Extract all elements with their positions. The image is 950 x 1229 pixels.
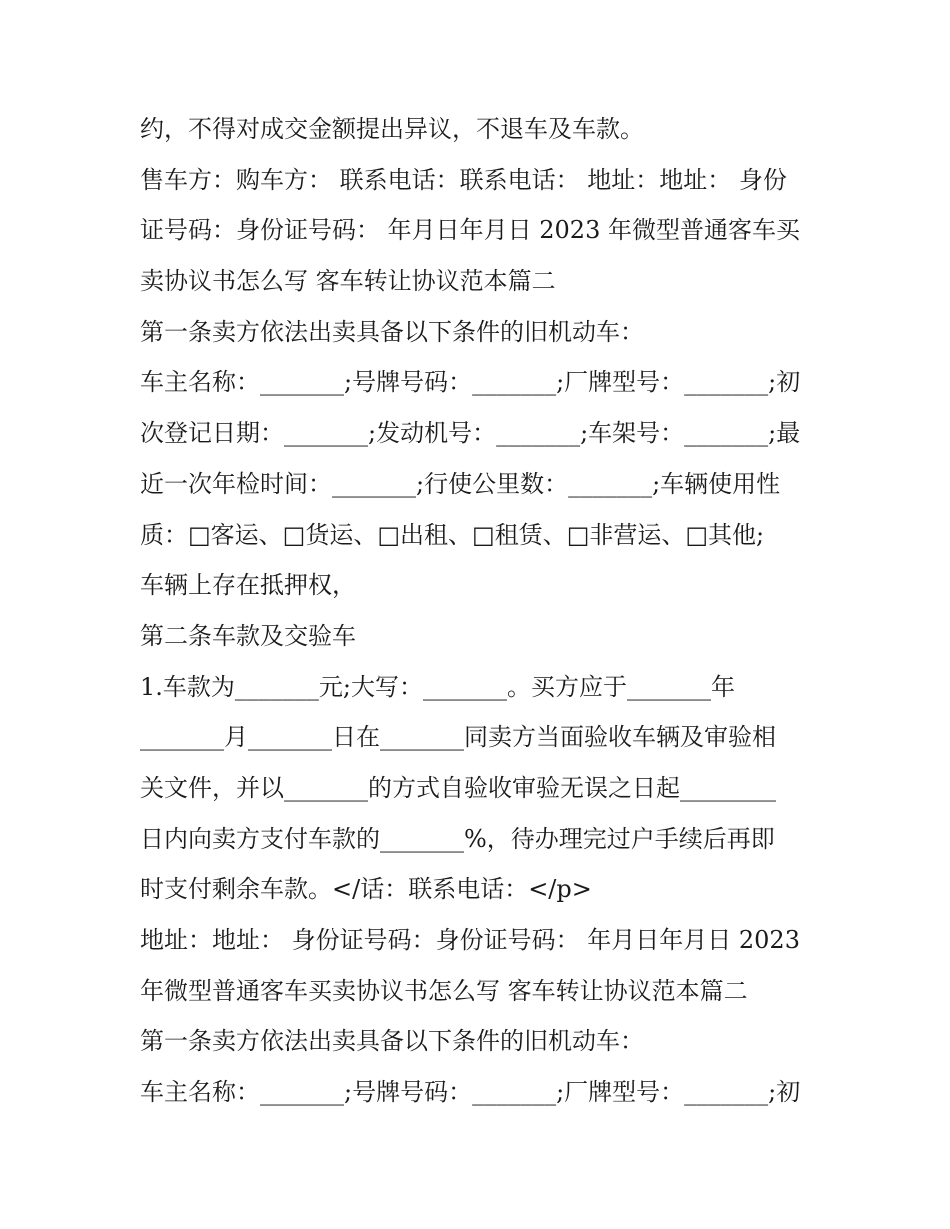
- text-line: 近一次年检时间：_______;行使公里数：_______;车辆使用性: [140, 469, 781, 498]
- text-line: 1.车款为_______元;大写：_______。买方应于_______年: [140, 672, 735, 701]
- document-body: [140, 104, 810, 1118]
- text-line: 地址：地址： 身份证号码：身份证号码： 年月日年月日 2023: [140, 926, 800, 954]
- text-line: 证号码：身份证号码： 年月日年月日 2023 年微型普通客车买: [140, 216, 800, 245]
- text-line: 日内向卖方支付车款的_______%，待办理完过户手续后再即: [140, 824, 775, 853]
- text-line: 时支付剩余车款。</话：联系电话：</p>: [140, 875, 592, 904]
- text-line: 车主名称：_______;号牌号码：_______;厂牌型号：_______;初: [140, 368, 801, 397]
- text-line: 年微型普通客车买卖协议书怎么写 客车转让协议范本篇二: [140, 976, 748, 1005]
- text-line: 车主名称：_______;号牌号码：_______;厂牌型号：_______;初: [140, 1078, 801, 1107]
- text-line: 车辆上存在抵押权，: [140, 571, 356, 600]
- text-line: 售车方：购车方： 联系电话：联系电话： 地址：地址： 身份: [140, 165, 787, 194]
- text-line: _______月_______日在_______同卖方当面验收车辆及审验相: [140, 723, 776, 752]
- section-heading: 第一条卖方依法出卖具备以下条件的旧机动车：: [140, 1027, 644, 1056]
- section-heading: 第二条车款及交验车: [140, 621, 356, 650]
- text-line: 卖协议书怎么写 客车转让协议范本篇二: [140, 267, 556, 296]
- text-line: 次登记日期：_______;发动机号：_______;车架号：_______;最: [140, 419, 801, 448]
- section-heading: 第一条卖方依法出卖具备以下条件的旧机动车：: [140, 317, 644, 346]
- text-line: 质：□客运、□货运、□出租、□租赁、□非营运、□其他;: [140, 520, 765, 549]
- text-line: 关文件，并以_______的方式自验收审验无误之日起________: [140, 773, 776, 802]
- text-line: 约，不得对成交金额提出异议，不退车及车款。: [140, 115, 644, 143]
